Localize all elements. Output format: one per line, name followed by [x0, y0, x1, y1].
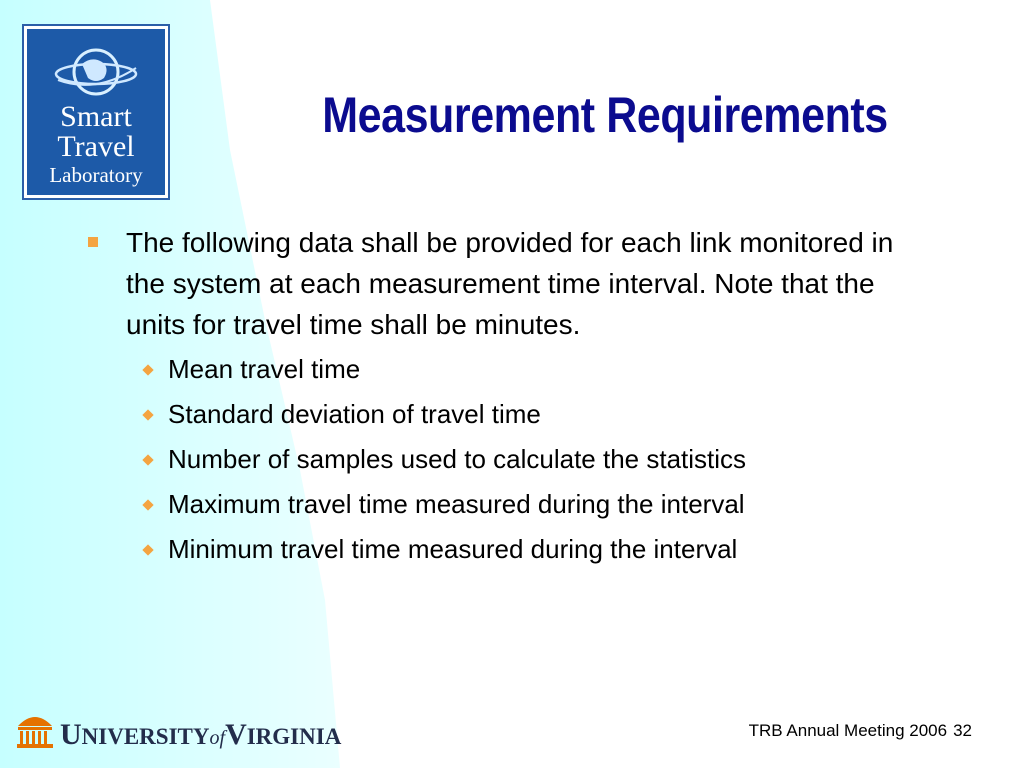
sub-bullet-text: Number of samples used to calculate the statistics — [168, 444, 747, 474]
footer-text — [749, 721, 972, 741]
smart-travel-laboratory-logo — [22, 24, 170, 200]
sub-bullet-text: Maximum travel time measured during the interval — [168, 489, 745, 519]
logo-line1: Smart — [60, 100, 132, 133]
university-of-virginia-logo — [16, 708, 396, 750]
footer-event: TRB Annual Meeting 2006 — [748, 721, 948, 740]
list-item — [138, 437, 918, 482]
diamond-bullet-icon — [142, 409, 153, 420]
diamond-bullet-icon — [142, 544, 153, 555]
sub-bullet-text: Mean travel time — [168, 354, 361, 384]
sub-bullet-text: Standard deviation of travel time — [168, 399, 541, 429]
list-item — [138, 527, 918, 572]
diamond-bullet-icon — [142, 364, 153, 375]
list-item — [138, 392, 918, 437]
main-bullet — [88, 222, 918, 345]
list-item — [138, 347, 918, 392]
svg-text:UNIVERSITYofVIRGINIA: UNIVERSITYofVIRGINIA — [60, 718, 342, 750]
logo-line2: Travel — [57, 130, 135, 163]
sub-bullet-text: Minimum travel time measured during the interval — [168, 534, 738, 564]
list-item — [138, 482, 918, 527]
main-bullet-text: The following data shall be provided for each link monitored in the system at each measurement time interval. Note that the units for travel time shall be minutes. — [126, 227, 894, 340]
square-bullet-icon — [88, 237, 98, 247]
diamond-bullet-icon — [142, 499, 153, 510]
rotunda-icon — [17, 717, 53, 748]
diamond-bullet-icon — [142, 454, 153, 465]
logo-line3: Laboratory — [49, 163, 143, 187]
slide-title: Measurement Requirements — [322, 87, 888, 143]
slide-number: 32 — [953, 721, 972, 740]
slide-content — [88, 222, 918, 572]
sub-bullet-list — [138, 347, 918, 572]
